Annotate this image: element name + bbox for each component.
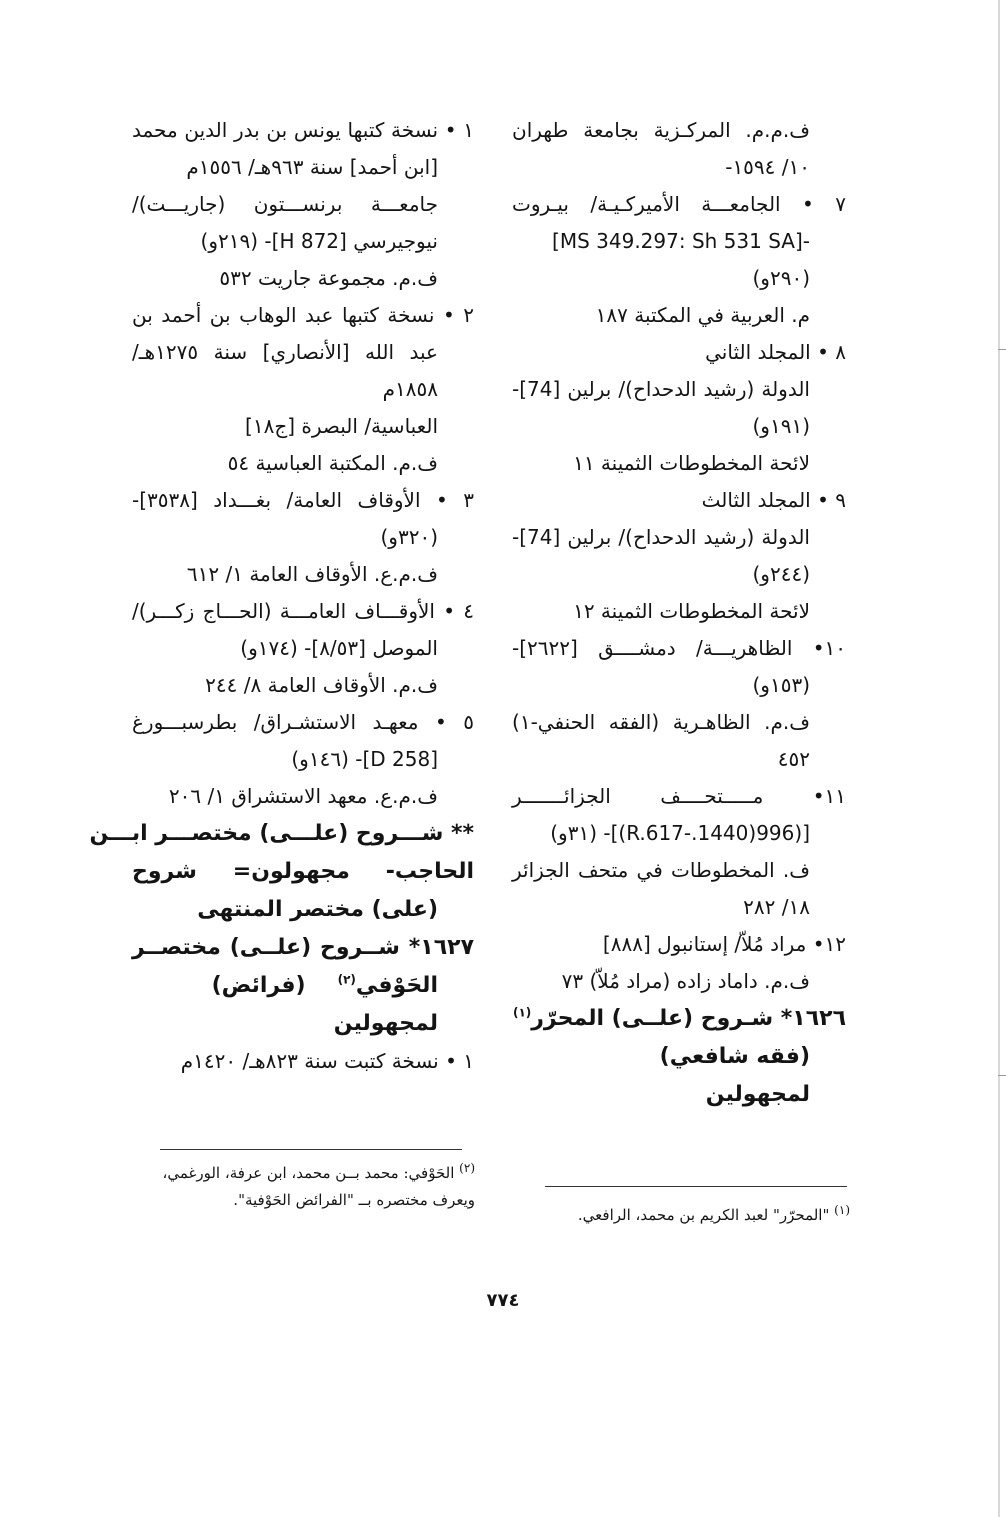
text-line: ١٨٥٨م xyxy=(382,377,438,401)
footnote-line xyxy=(150,1160,475,1187)
left-column xyxy=(89,112,474,1080)
right-column xyxy=(512,112,846,1114)
text-line: (٢٤٤و) xyxy=(752,562,810,586)
text-line: العباسية/ البصرة [ج١٨] xyxy=(245,414,438,438)
entry-heading xyxy=(132,967,474,1005)
text-line: ف.م. الأوقاف العامة ٨/ ٢٤٤ xyxy=(205,673,438,697)
text-line: ٨ • المجلد الثاني xyxy=(705,340,846,364)
text-line: ف.م. مجموعة جاريت ٥٣٢ xyxy=(219,266,438,290)
footnote-text: الحَوْفي: محمد بــن محمد، ابن عرفة، الورغمي، xyxy=(162,1164,455,1182)
entry-heading: الحاجب- مجهولون= شروح xyxy=(132,859,474,884)
text-line: ١١• مـــــتحــــف الجزائـــــــر xyxy=(512,784,846,808)
text-line: (٣٢٠و) xyxy=(380,525,438,549)
text-line: لائحة المخطوطات الثمينة ١١ xyxy=(573,451,810,475)
text-line: ١٨/ ٢٨٢ xyxy=(743,895,810,919)
page-number: ٧٧٤ xyxy=(486,1290,520,1311)
text-line: [(996(1440.-R.617)]- (٣١و) xyxy=(550,821,810,845)
text-line: [ابن أحمد] سنة ٩٦٣هـ/ ١٥٥٦م xyxy=(186,155,438,179)
text-line: ١٢• مراد مُلاّ/ إستانبول [٨٨٨] xyxy=(602,932,846,956)
footnote-marker: (١) xyxy=(834,1203,850,1217)
footnote-right xyxy=(540,1202,850,1229)
text-line: ف.م. المكتبة العباسية ٥٤ xyxy=(227,451,438,475)
footnote-ref: (١) xyxy=(512,1005,532,1020)
text-line: ٩ • المجلد الثالث xyxy=(701,488,846,512)
text-line: الموصل [٨/٥٣]- (١٧٤و) xyxy=(240,636,438,660)
scan-tick xyxy=(998,1075,1006,1076)
text-line: (١٥٣و) xyxy=(752,673,810,697)
text-line: ٤ • الأوقـــاف العامـــة (الحـــاج زكـــر)/ xyxy=(132,599,474,623)
text-line: الدولة (رشيد الدحداح)/ برلين [74]- xyxy=(512,377,810,401)
entry-heading: (فقه شافعي) xyxy=(659,1044,810,1069)
text-line: ف. المخطوطات في متحف الجزائر xyxy=(512,858,810,882)
text-line: عبد الله [الأنصاري] سنة ١٢٧٥هـ/ xyxy=(132,340,438,364)
text-line: ٤٥٢ xyxy=(777,747,810,771)
entry-heading xyxy=(512,1000,846,1038)
text-line: ف.م.ع. معهد الاستشراق ١/ ٢٠٦ xyxy=(168,784,438,808)
text-line: ٥ • معهـد الاستشـراق/ بطرسبـــورغ xyxy=(132,710,474,734)
footnote-text: "المحرّر" لعبد الكريم بن محمد، الرافعي. xyxy=(577,1206,830,1224)
text-line: ٧ • الجامعـــة الأميركـيـة/ بيـروت xyxy=(512,192,846,216)
text-line: ١٠• الظاهريـــة/ دمشــــق [٢٦٢٢]- xyxy=(512,636,846,660)
text-line: ٢ • نسخة كتبها عبد الوهاب بن أحمد بن xyxy=(132,303,474,327)
footnote-rule-right xyxy=(545,1186,847,1187)
footnote-left xyxy=(150,1160,475,1214)
text-line: جامعـــة برنســـتون (جاريـــت)/ xyxy=(132,192,438,216)
text-line: ١ • نسخة كتبت سنة ٨٢٣هـ/ ١٤٢٠م xyxy=(180,1049,474,1073)
heading-text: ١٦٢٦* شـروح (علــى) المحرّر xyxy=(531,1006,846,1031)
heading-text: (فرائض) xyxy=(211,973,306,998)
footnote-marker: (٢) xyxy=(459,1161,475,1175)
text-line: [D 258]- (١٤٦و) xyxy=(291,747,438,771)
text-line: لائحة المخطوطات الثمينة ١٢ xyxy=(573,599,810,623)
text-line: ف.م. الظاهـرية (الفقه الحنفي-١) xyxy=(512,710,810,734)
text-line: الدولة (رشيد الدحداح)/ برلين [74]- xyxy=(512,525,810,549)
scan-edge xyxy=(998,0,1000,1517)
text-line: ف.م.ع. الأوقاف العامة ١/ ٦١٢ xyxy=(186,562,438,586)
text-line: (٢٩٠و) xyxy=(752,266,810,290)
entry-heading: لمجهولين xyxy=(705,1082,810,1107)
text-line: نيوجيرسي [872 H]- (٢١٩و) xyxy=(200,229,438,253)
scan-tick xyxy=(998,349,1006,350)
text-line: (١٩١و) xyxy=(752,414,810,438)
text-line: م. العربية في المكتبة ١٨٧ xyxy=(595,303,810,327)
entry-heading: لمجهولين xyxy=(333,1011,438,1036)
text-line: ١ • نسخة كتبها يونس بن بدر الدين محمد xyxy=(132,118,474,142)
text-line: ٣ • الأوقاف العامة/ بغـــداد [٣٥٣٨]- xyxy=(132,488,474,512)
entry-heading: (على) مختصر المنتهى xyxy=(197,897,438,922)
heading-text: الحَوْفي xyxy=(355,973,438,998)
text-line: ١٠/ ١٥٩٤- xyxy=(725,155,810,179)
text-line: ف.م.م. المركـزية بجامعة طهران xyxy=(512,118,810,142)
text-line: -[MS 349.297: Sh 531 SA] xyxy=(552,229,810,253)
footnote-line: ويعرف مختصره بــ "الفرائض الحَوْفية". xyxy=(233,1191,475,1209)
text-line: ف.م. داماد زاده (مراد مُلاّ) ٧٣ xyxy=(561,969,810,993)
footnote-rule-left xyxy=(160,1149,462,1150)
entry-heading: ١٦٢٧* شــروح (علــى) مختصــر xyxy=(132,935,474,960)
footnote-ref: (٢) xyxy=(337,972,356,987)
entry-heading: ** شـــروح (علـــى) مختصـــر ابـــن xyxy=(89,821,474,846)
